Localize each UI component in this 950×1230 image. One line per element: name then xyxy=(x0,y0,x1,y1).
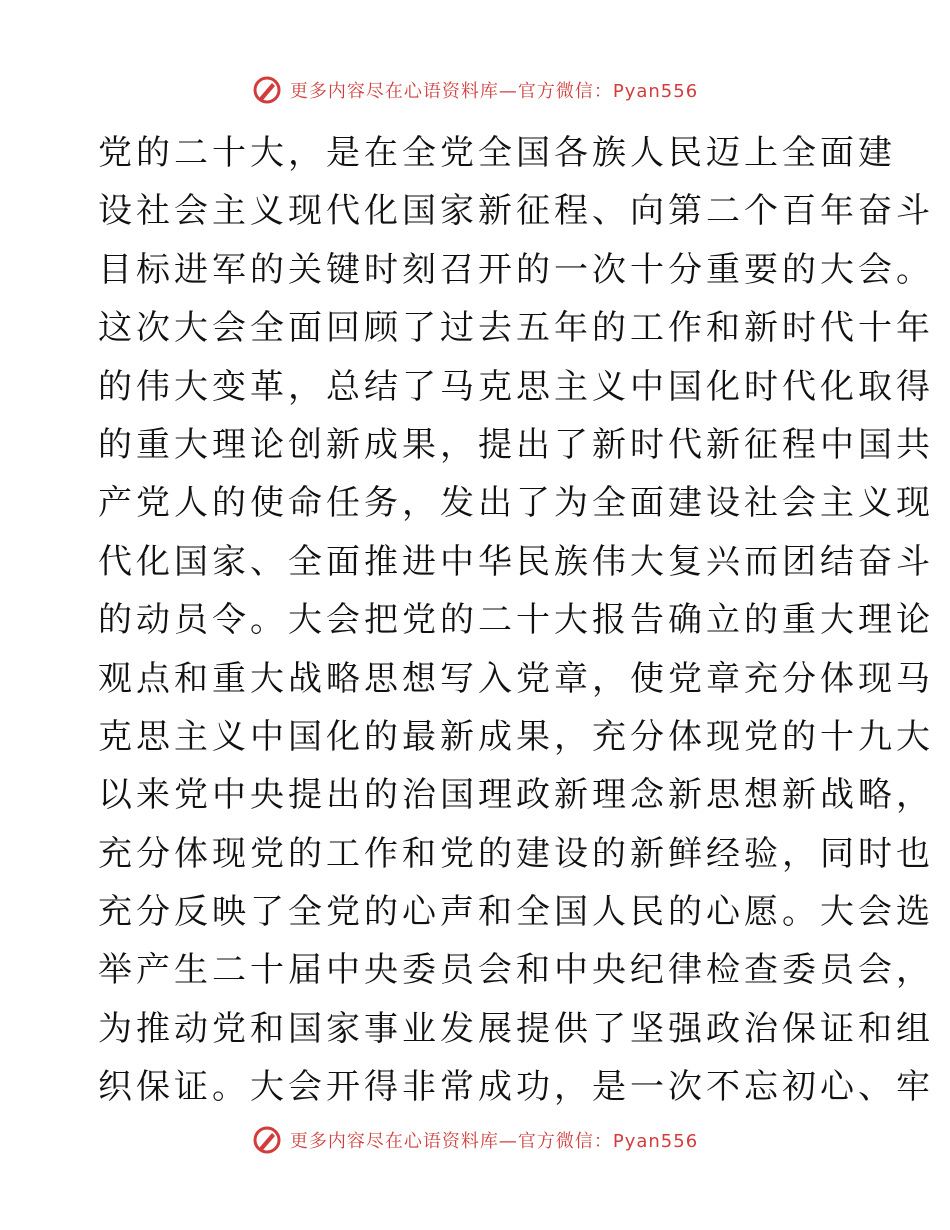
pen-logo-icon xyxy=(252,1125,282,1155)
text-line: 目标进军的关键时刻召开的一次十分重要的大会。 xyxy=(98,249,934,290)
text-line: 的伟大变革，总结了马克思主义中国化时代化取得 xyxy=(98,366,934,407)
text-line: 代化国家、全面推进中华民族伟大复兴而团结奋斗 xyxy=(98,541,934,582)
text-line: 设社会主义现代化国家新征程、向第二个百年奋斗 xyxy=(98,191,934,232)
text-line: 举产生二十届中央委员会和中央纪律检查委员会， xyxy=(98,950,934,991)
text-line: 以来党中央提出的治国理政新理念新思想新战略， xyxy=(98,775,934,816)
document-body xyxy=(98,124,934,1117)
text-line: 织保证。大会开得非常成功，是一次不忘初心、牢 xyxy=(98,1067,934,1108)
text-line: 的动员令。大会把党的二十大报告确立的重大理论 xyxy=(98,600,934,641)
text-line: 充分体现党的工作和党的建设的新鲜经验，同时也 xyxy=(98,833,934,874)
pen-logo-icon xyxy=(252,75,282,105)
text-line: 观点和重大战略思想写入党章，使党章充分体现马 xyxy=(98,658,934,699)
text-line: 这次大会全面回顾了过去五年的工作和新时代十年 xyxy=(98,308,934,349)
text-line: 党的二十大，是在全党全国各族人民迈上全面建 xyxy=(98,133,896,173)
text-line: 充分反映了全党的心声和全国人民的心愿。大会选 xyxy=(98,892,934,933)
text-line: 的重大理论创新成果，提出了新时代新征程中国共 xyxy=(98,424,934,465)
header-watermark xyxy=(0,70,950,110)
footer-watermark-text: 更多内容尽在心语资料库—官方微信：Pyan556 xyxy=(289,1131,699,1152)
text-line: 克思主义中国化的最新成果，充分体现党的十九大 xyxy=(98,716,934,757)
footer-watermark xyxy=(0,1120,950,1160)
text-line: 产党人的使命任务，发出了为全面建设社会主义现 xyxy=(98,483,934,524)
header-watermark-text: 更多内容尽在心语资料库—官方微信：Pyan556 xyxy=(289,81,699,102)
text-line: 为推动党和国家事业发展提供了坚强政治保证和组 xyxy=(98,1008,934,1049)
